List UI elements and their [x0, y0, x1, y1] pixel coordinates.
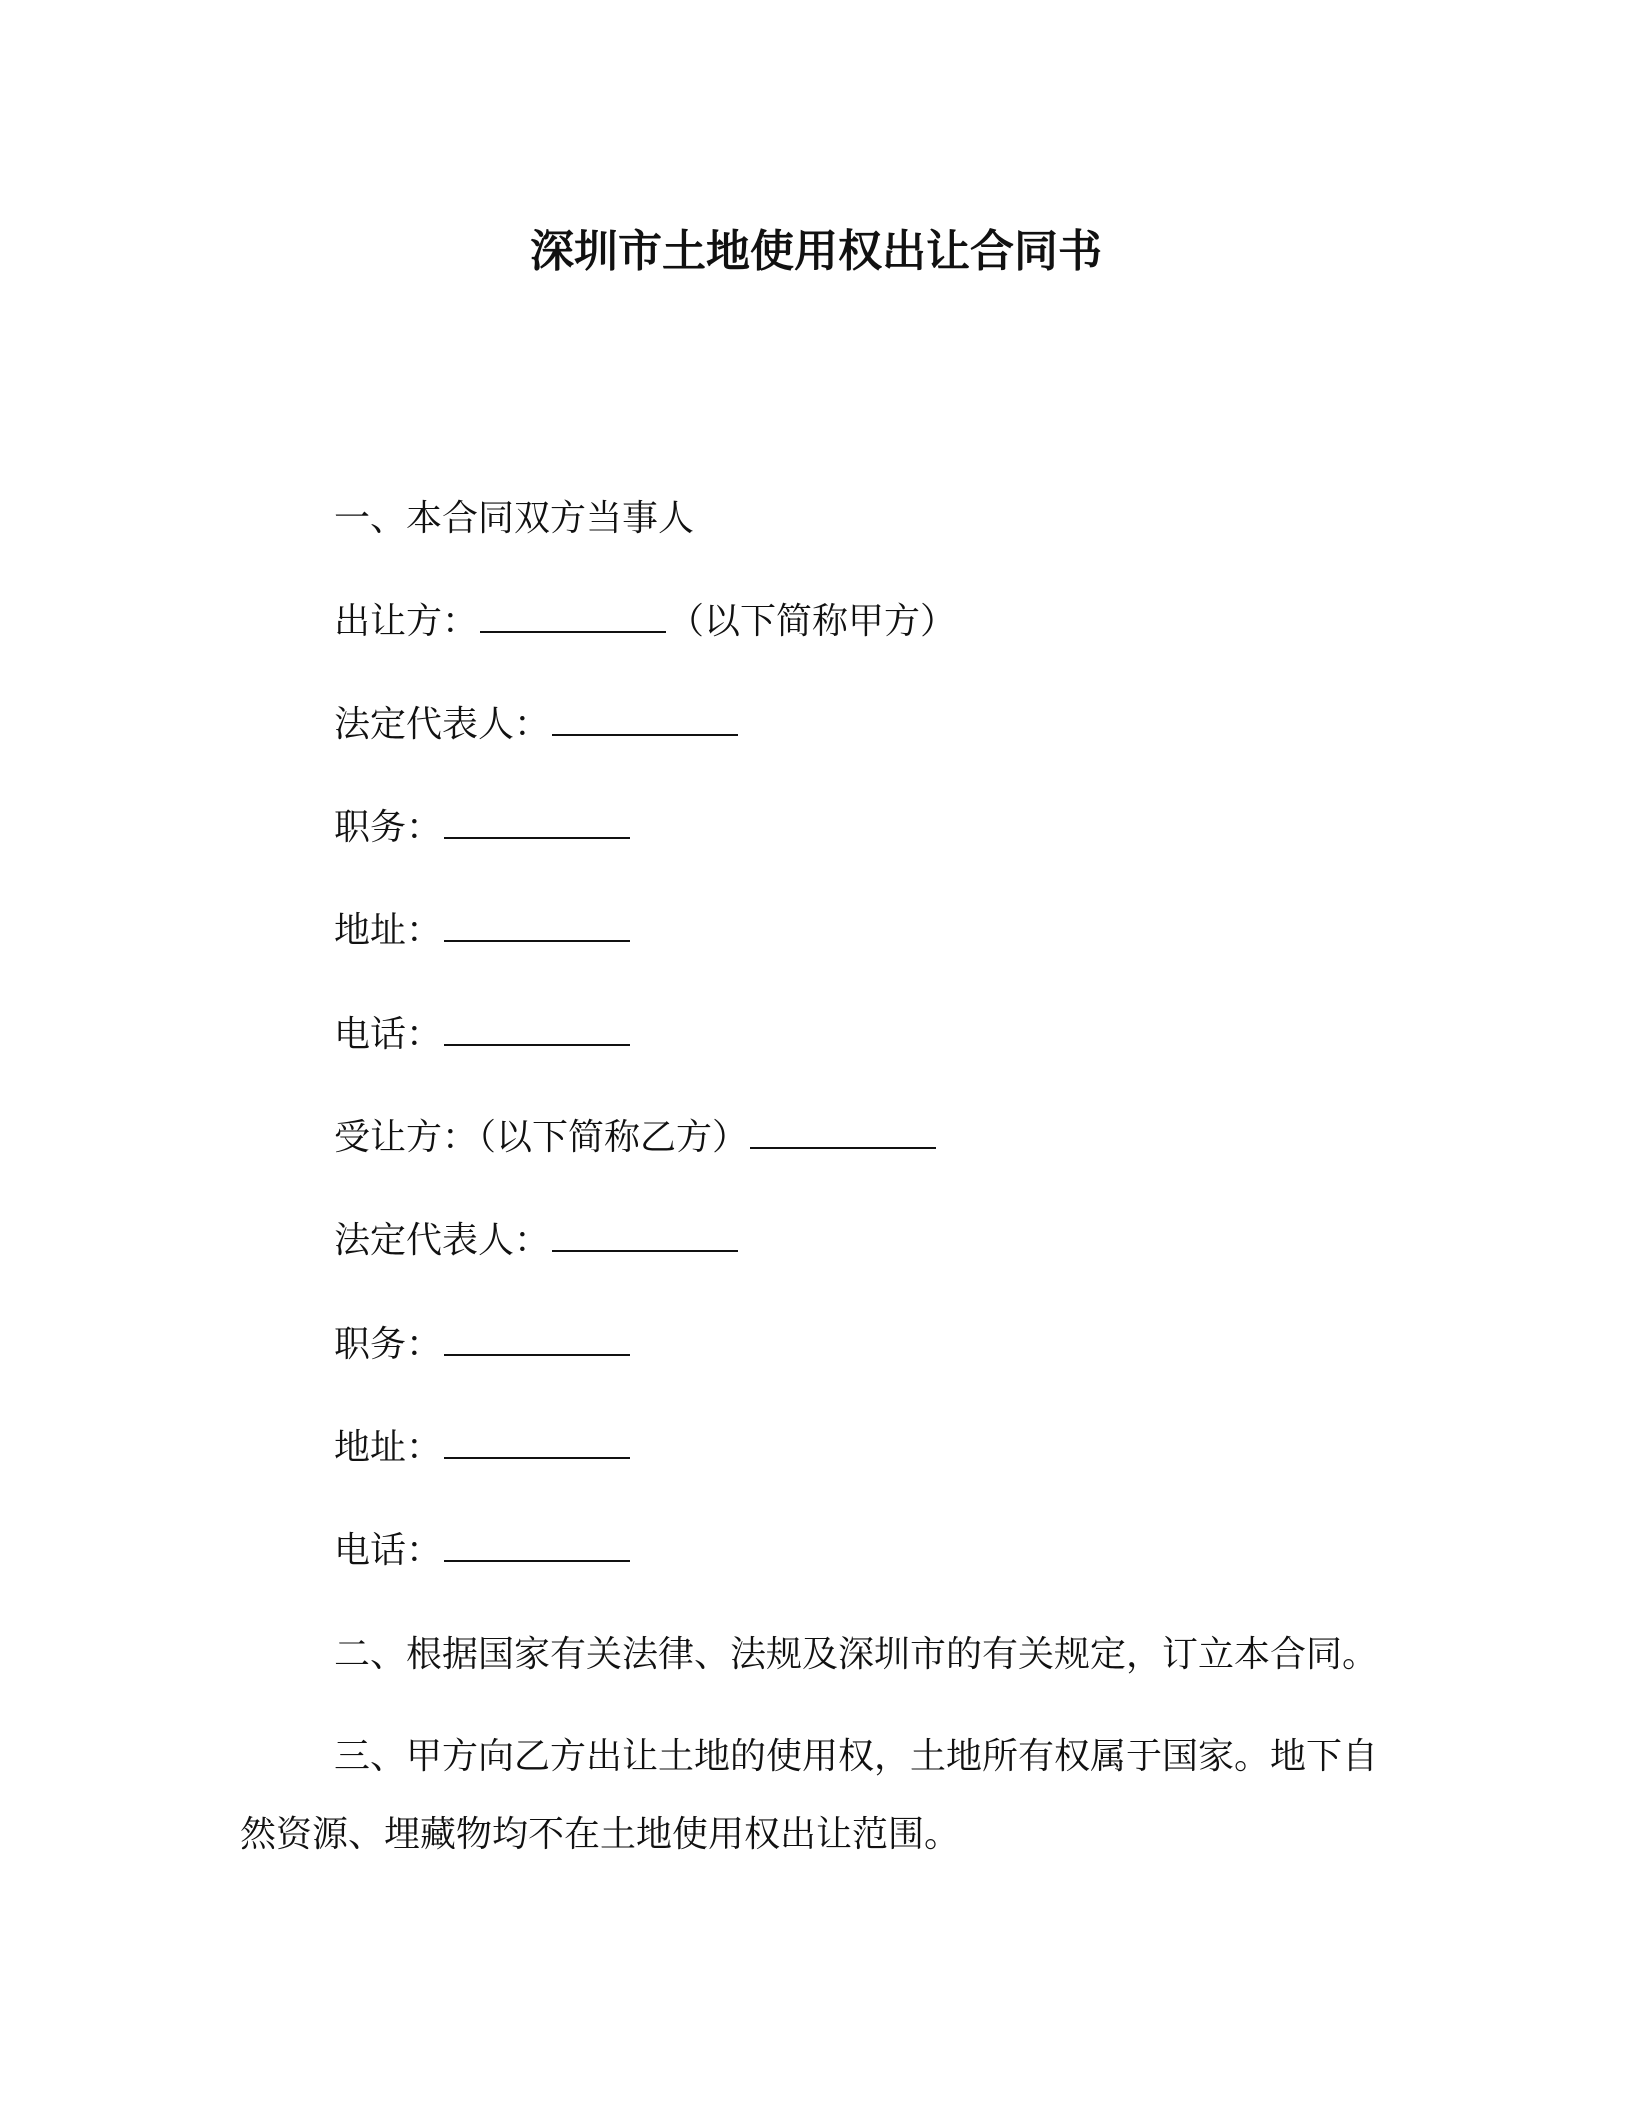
party-a-phone-label: 电话：	[334, 1014, 443, 1055]
party-a-blank[interactable]	[480, 597, 666, 633]
party-a-position-label: 职务：	[334, 807, 443, 848]
party-b-rep-blank[interactable]	[552, 1216, 738, 1252]
party-a-line	[334, 597, 956, 647]
party-b-phone-blank[interactable]	[444, 1526, 630, 1562]
party-a-rep-blank[interactable]	[552, 700, 738, 736]
party-b-address-label: 地址：	[334, 1427, 443, 1468]
party-b-phone-line	[334, 1526, 632, 1576]
party-a-address-label: 地址：	[334, 910, 443, 951]
section3-paragraph: 三、甲方向乙方出让土地的使用权，土地所有权属于国家。地下自然资源、埋藏物均不在土地使用权出让范围。	[240, 1736, 1379, 1855]
party-b-blank[interactable]	[750, 1113, 936, 1149]
party-b-position-line	[334, 1320, 632, 1370]
section2-paragraph: 二、根据国家有关法律、法规及深圳市的有关规定，订立本合同。	[334, 1634, 1379, 1675]
party-a-rep-label: 法定代表人：	[334, 704, 551, 745]
document-title: 深圳市土地使用权出让合同书	[530, 226, 1102, 277]
party-b-phone-label: 电话：	[334, 1530, 443, 1571]
party-b-line	[334, 1113, 938, 1163]
party-b-rep-label: 法定代表人：	[334, 1220, 551, 1261]
party-b-middle: （以下简称乙方）	[478, 1117, 749, 1158]
party-b-position-blank[interactable]	[444, 1320, 630, 1356]
party-a-rep-line	[334, 700, 740, 750]
party-a-address-line	[334, 906, 632, 956]
party-b-position-label: 职务：	[334, 1324, 443, 1365]
party-b-label: 受让方：	[334, 1117, 479, 1158]
party-b-address-line	[334, 1423, 632, 1473]
party-b-address-blank[interactable]	[444, 1423, 630, 1459]
party-a-suffix: （以下简称甲方）	[668, 601, 957, 642]
party-a-phone-line	[334, 1010, 632, 1060]
party-a-label: 出让方：	[334, 601, 479, 642]
party-b-rep-line	[334, 1216, 740, 1266]
party-a-phone-blank[interactable]	[444, 1010, 630, 1046]
section1-heading: 一、本合同双方当事人	[334, 498, 695, 539]
party-a-address-blank[interactable]	[444, 906, 630, 942]
party-a-position-blank[interactable]	[444, 803, 630, 839]
party-a-position-line	[334, 803, 632, 853]
